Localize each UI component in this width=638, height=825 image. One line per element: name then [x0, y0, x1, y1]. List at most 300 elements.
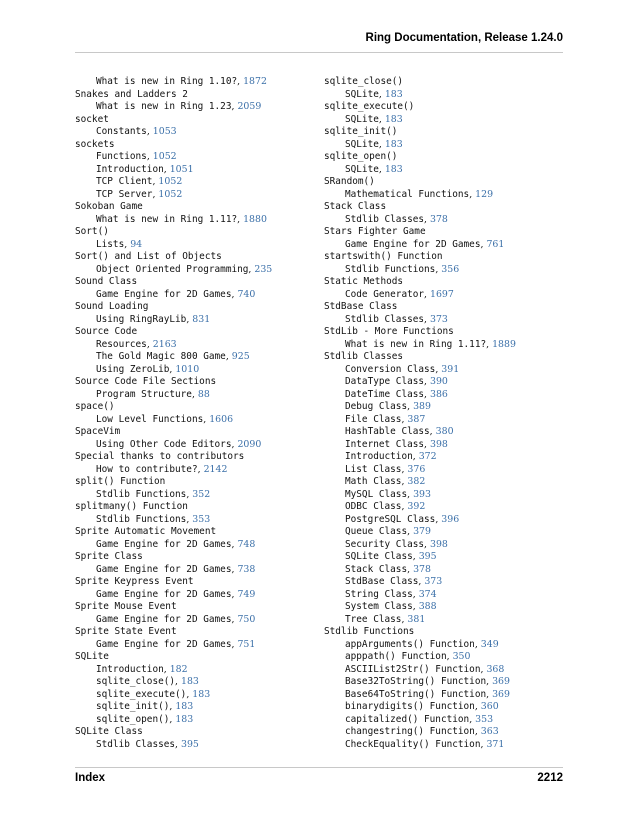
page-link[interactable]: 380: [435, 426, 454, 437]
index-subentry: [324, 399, 556, 412]
index-subterm: How to contribute?: [96, 463, 198, 475]
separator: ,: [435, 363, 442, 375]
page-header-title: Ring Documentation, Release 1.24.0: [365, 32, 563, 44]
page-link[interactable]: 395: [181, 738, 199, 750]
index-subentry: [75, 124, 307, 137]
index-entry: [324, 624, 556, 637]
index-subentry: [324, 674, 556, 687]
index-subterm: sqlite_init(): [96, 701, 170, 712]
separator: ,: [186, 488, 193, 500]
index-term: socket: [75, 113, 109, 125]
separator: ,: [401, 613, 408, 625]
index-subentry: [324, 574, 556, 587]
index-subterm: Debug Class: [345, 401, 408, 412]
page-link[interactable]: 925: [231, 351, 250, 362]
separator: ,: [169, 713, 176, 725]
index-subterm: SQLite: [345, 163, 379, 175]
page-link[interactable]: 356: [441, 263, 460, 275]
page-link[interactable]: 378: [430, 213, 448, 225]
page-link[interactable]: 738: [237, 563, 256, 575]
index-subentry: [75, 487, 307, 500]
index-subterm: Base32ToString() Function: [345, 676, 487, 687]
page-link[interactable]: 1606: [209, 413, 234, 425]
index-term: Sound Class: [75, 276, 138, 287]
page-link[interactable]: 381: [407, 613, 426, 625]
index-subterm: Game Engine for 2D Games: [96, 638, 232, 650]
index-term: Static Methods: [324, 276, 404, 287]
index-subentry: [324, 437, 556, 450]
separator: ,: [186, 513, 193, 525]
index-subterm: List Class: [345, 463, 402, 475]
page-link[interactable]: 183: [175, 713, 194, 725]
index-subentry: [324, 137, 556, 150]
separator: ,: [378, 113, 385, 125]
separator: ,: [203, 413, 210, 425]
index-subterm: Lists: [96, 238, 125, 250]
index-subentry: [324, 637, 556, 650]
index-term: sockets: [75, 138, 115, 150]
separator: ,: [412, 588, 419, 600]
index-term: sqlite_init(): [324, 126, 398, 137]
separator: ,: [186, 688, 193, 700]
separator: ,: [424, 388, 430, 400]
page-link[interactable]: 183: [384, 163, 403, 175]
page-link[interactable]: 1052: [158, 176, 183, 187]
page-link[interactable]: 2142: [203, 463, 228, 475]
index-term: Sprite Mouse Event: [75, 601, 177, 612]
index-subentry: [75, 262, 307, 275]
index-subentry: [324, 662, 556, 675]
index-term: split() Function: [75, 476, 166, 487]
page-link[interactable]: 372: [418, 451, 437, 462]
separator: ,: [175, 676, 181, 687]
page-link[interactable]: 1053: [152, 126, 177, 137]
page-link[interactable]: 382: [407, 476, 426, 487]
page-link[interactable]: 369: [492, 676, 510, 687]
page-link[interactable]: 761: [486, 238, 505, 250]
separator: ,: [231, 538, 238, 550]
index-subterm: Stdlib Classes: [96, 738, 176, 750]
index-entry: [75, 87, 307, 100]
index-subentry: [75, 737, 307, 750]
separator: ,: [163, 163, 170, 175]
index-subterm: TCP Client: [96, 176, 153, 187]
separator: ,: [474, 701, 481, 712]
index-subentry: [75, 149, 307, 162]
page-link[interactable]: 183: [181, 676, 199, 687]
separator: ,: [231, 638, 238, 650]
index-subentry: [75, 612, 307, 625]
index-subterm: Code Generator: [345, 288, 425, 300]
index-term: sqlite_open(): [324, 151, 398, 162]
page-link[interactable]: 360: [480, 701, 499, 712]
index-subentry: [324, 374, 556, 387]
index-subentry: [75, 387, 307, 400]
separator: ,: [474, 726, 481, 737]
index-subentry: [75, 362, 307, 375]
index-subterm: sqlite_close(): [96, 676, 176, 687]
index-subentry: [75, 412, 307, 425]
page-link[interactable]: 363: [480, 726, 499, 737]
index-subterm: String Class: [345, 588, 413, 600]
separator: ,: [378, 88, 385, 100]
separator: ,: [435, 513, 442, 525]
index-subterm: Conversion Class: [345, 363, 436, 375]
index-subentry: [75, 337, 307, 350]
index-entry: [324, 149, 556, 162]
index-subterm: changestring() Function: [345, 726, 475, 737]
separator: ,: [424, 288, 430, 300]
index-subentry: [75, 662, 307, 675]
index-subentry: [324, 524, 556, 537]
index-subentry: [75, 99, 307, 112]
separator: ,: [152, 176, 159, 187]
index-term: Stdlib Functions: [324, 626, 415, 637]
index-entry: [75, 399, 307, 412]
index-entry: [75, 274, 307, 287]
page-link[interactable]: 183: [175, 701, 194, 712]
index-subentry: [324, 687, 556, 700]
index-subterm: CheckEquality() Function: [345, 738, 481, 750]
page-link[interactable]: 183: [384, 113, 403, 125]
index-entry: [75, 549, 307, 562]
index-term: SRandom(): [324, 176, 375, 187]
index-subentry: [75, 162, 307, 175]
index-term: Sort() and List of Objects: [75, 251, 222, 262]
index-subterm: The Gold Magic 800 Game: [96, 351, 226, 362]
separator: ,: [418, 576, 425, 587]
page-link[interactable]: 2090: [237, 438, 262, 450]
index-subterm: Introduction: [96, 163, 164, 175]
page-link[interactable]: 398: [430, 538, 448, 550]
index-subterm: Stdlib Classes: [345, 313, 425, 325]
index-subterm: Game Engine for 2D Games: [96, 538, 232, 550]
page-link[interactable]: 389: [413, 401, 431, 412]
index-subterm: Using Other Code Editors: [96, 438, 232, 450]
index-term: sqlite_close(): [324, 76, 404, 87]
index-subentry: [324, 387, 556, 400]
page-link[interactable]: 183: [192, 688, 211, 700]
page-link[interactable]: 94: [130, 238, 143, 250]
index-subterm: binarydigits() Function: [345, 701, 475, 712]
index-term: sqlite_execute(): [324, 101, 415, 112]
index-term: SQLite Class: [75, 726, 143, 737]
index-subentry: [324, 587, 556, 600]
index-entry: [324, 124, 556, 137]
index-subentry: [324, 487, 556, 500]
separator: ,: [146, 338, 153, 350]
separator: ,: [248, 263, 255, 275]
index-term: Stack Class: [324, 201, 387, 212]
index-subentry: [324, 112, 556, 125]
page-link[interactable]: 1051: [169, 163, 194, 175]
index-subterm: Game Engine for 2D Games: [96, 288, 232, 300]
index-subterm: Tree Class: [345, 613, 402, 625]
index-subentry: [75, 699, 307, 712]
index-term: Sprite Automatic Movement: [75, 526, 217, 537]
index-subterm: apppath() Function: [345, 651, 447, 662]
separator: ,: [231, 563, 238, 575]
page-link[interactable]: 368: [486, 663, 505, 675]
index-subterm: Base64ToString() Function: [345, 688, 487, 700]
index-term: Sprite State Event: [75, 626, 177, 637]
index-term: splitmany() Function: [75, 501, 188, 512]
page-link[interactable]: 379: [413, 526, 431, 537]
index-term: Sound Loading: [75, 301, 149, 312]
index-subterm: SQLite: [345, 138, 379, 150]
index-subterm: What is new in Ring 1.23: [96, 101, 232, 112]
index-subentry: [75, 674, 307, 687]
index-subentry: [324, 499, 556, 512]
index-subterm: File Class: [345, 413, 402, 425]
index-entry: [324, 174, 556, 187]
index-subentry: [324, 187, 556, 200]
index-entry: [324, 224, 556, 237]
index-subterm: Resources: [96, 338, 147, 350]
page-link[interactable]: 387: [407, 413, 426, 425]
index-subentry: [324, 649, 556, 662]
index-subterm: Stdlib Functions: [96, 513, 187, 525]
index-column-left: [75, 74, 307, 749]
page-link[interactable]: 750: [237, 613, 256, 625]
separator: ,: [424, 438, 430, 450]
index-subentry: [75, 637, 307, 650]
separator: ,: [146, 151, 153, 162]
index-subterm: Game Engine for 2D Games: [96, 613, 232, 625]
page-link[interactable]: 2163: [152, 338, 177, 350]
separator: ,: [412, 551, 419, 562]
page-link[interactable]: 1872: [243, 76, 267, 87]
index-subterm: PostgreSQL Class: [345, 513, 436, 525]
page-link[interactable]: 388: [418, 601, 437, 612]
index-subentry: [75, 537, 307, 550]
index-subentry: [75, 237, 307, 250]
index-entry: [324, 199, 556, 212]
separator: ,: [429, 426, 436, 437]
page-link[interactable]: 183: [384, 88, 403, 100]
index-subentry: [75, 312, 307, 325]
page-link[interactable]: 395: [418, 551, 437, 562]
index-subentry: [324, 599, 556, 612]
page-link[interactable]: 398: [430, 438, 448, 450]
separator: ,: [480, 663, 487, 675]
index-entry: [324, 74, 556, 87]
separator: ,: [237, 76, 244, 87]
index-subterm: Introduction: [345, 451, 413, 462]
index-subterm: What is new in Ring 1.10?: [96, 76, 238, 87]
index-subentry: [75, 462, 307, 475]
page-link[interactable]: 371: [486, 738, 505, 750]
page-link[interactable]: 393: [413, 488, 431, 500]
index-entry: [75, 224, 307, 237]
page-link[interactable]: 373: [430, 313, 448, 325]
separator: ,: [237, 213, 244, 225]
index-subterm: DataType Class: [345, 376, 425, 387]
page-link[interactable]: 376: [407, 463, 426, 475]
index-term: StdBase Class: [324, 301, 398, 312]
page-link[interactable]: 1010: [175, 363, 200, 375]
page-link[interactable]: 373: [424, 576, 443, 587]
separator: ,: [407, 526, 414, 537]
page-link[interactable]: 349: [480, 638, 499, 650]
page-link[interactable]: 352: [192, 488, 211, 500]
index-entry: [75, 449, 307, 462]
index-subterm: sqlite_open(): [96, 713, 170, 725]
index-subentry: [75, 349, 307, 362]
page-link[interactable]: 369: [492, 688, 510, 700]
separator: ,: [474, 638, 481, 650]
separator: ,: [407, 488, 414, 500]
page-link[interactable]: 740: [237, 288, 256, 300]
index-subterm: appArguments() Function: [345, 638, 475, 650]
index-subterm: DateTime Class: [345, 388, 425, 400]
index-subentry: [324, 412, 556, 425]
page-link[interactable]: 1697: [430, 288, 454, 300]
separator: ,: [191, 388, 198, 400]
index-subentry: [324, 737, 556, 750]
page-link[interactable]: 392: [407, 501, 426, 512]
index-entry: [324, 249, 556, 262]
index-entry: [75, 649, 307, 662]
page-link[interactable]: 183: [384, 138, 403, 150]
index-subterm: Functions: [96, 151, 147, 162]
index-entry: [75, 199, 307, 212]
index-term: Sort(): [75, 226, 109, 237]
page-link[interactable]: 391: [441, 363, 460, 375]
index-subterm: Constants: [96, 126, 147, 137]
index-entry: [75, 524, 307, 537]
index-subentry: [324, 424, 556, 437]
index-entry: [75, 624, 307, 637]
index-term: Stdlib Classes: [324, 351, 404, 362]
separator: ,: [407, 563, 414, 575]
index-subterm: ASCIIList2Str() Function: [345, 663, 481, 675]
index-subentry: [75, 437, 307, 450]
separator: ,: [231, 613, 238, 625]
separator: ,: [231, 101, 238, 112]
separator: ,: [486, 338, 493, 350]
separator: ,: [401, 476, 408, 487]
index-subterm: Game Engine for 2D Games: [345, 238, 481, 250]
index-subentry: [324, 337, 556, 350]
separator: ,: [480, 738, 487, 750]
index-subterm: Stdlib Functions: [96, 488, 187, 500]
index-subentry: [324, 712, 556, 725]
page-link[interactable]: 182: [169, 663, 188, 675]
index-subterm: Using RingRayLib: [96, 313, 187, 325]
page-link[interactable]: 129: [475, 188, 494, 200]
page-link[interactable]: 88: [197, 388, 210, 400]
page-link[interactable]: 1880: [243, 213, 267, 225]
index-subentry: [324, 612, 556, 625]
index-term: Sprite Class: [75, 551, 143, 562]
index-subterm: Internet Class: [345, 438, 425, 450]
separator: ,: [378, 163, 385, 175]
separator: ,: [401, 463, 408, 475]
index-entry: [75, 299, 307, 312]
index-subentry: [75, 687, 307, 700]
separator: ,: [469, 713, 476, 725]
index-term: Sokoban Game: [75, 201, 143, 212]
index-subentry: [324, 312, 556, 325]
page-link[interactable]: 235: [254, 263, 273, 275]
separator: ,: [169, 363, 176, 375]
index-subterm: Game Engine for 2D Games: [96, 588, 232, 600]
index-subentry: [324, 362, 556, 375]
page-link[interactable]: 1052: [152, 151, 177, 162]
footer-section-label: Index: [75, 772, 106, 784]
page-link[interactable]: 353: [475, 713, 494, 725]
index-subentry: [75, 187, 307, 200]
index-subterm: Stdlib Functions: [345, 263, 436, 275]
index-term: space(): [75, 401, 115, 412]
page-link[interactable]: 390: [430, 376, 448, 387]
index-subterm: Queue Class: [345, 526, 408, 537]
index-subterm: capitalized() Function: [345, 713, 470, 725]
index-subterm: Stack Class: [345, 563, 408, 575]
separator: ,: [469, 188, 476, 200]
index-entry: [75, 599, 307, 612]
page-link[interactable]: 374: [418, 588, 437, 600]
page-link[interactable]: 1889: [492, 338, 516, 350]
page-link[interactable]: 396: [441, 513, 460, 525]
index-subterm: HashTable Class: [345, 426, 430, 437]
index-subentry: [75, 74, 307, 87]
index-entry: [75, 424, 307, 437]
index-term: Sprite Keypress Event: [75, 576, 194, 587]
index-entry: [324, 324, 556, 337]
separator: ,: [424, 313, 430, 325]
index-subterm: Introduction: [96, 663, 164, 675]
separator: ,: [424, 376, 430, 387]
separator: ,: [401, 413, 408, 425]
page-link[interactable]: 386: [430, 388, 448, 400]
page-link[interactable]: 831: [192, 313, 211, 325]
index-subentry: [324, 87, 556, 100]
separator: ,: [435, 263, 442, 275]
index-subterm: Math Class: [345, 476, 402, 487]
index-term: Source Code File Sections: [75, 376, 217, 387]
page-link[interactable]: 350: [452, 651, 471, 662]
separator: ,: [424, 538, 430, 550]
index-subentry: [324, 537, 556, 550]
separator: ,: [446, 651, 453, 662]
index-subterm: StdBase Class: [345, 576, 419, 587]
index-subentry: [324, 449, 556, 462]
index-entry: [75, 724, 307, 737]
page-link[interactable]: 353: [192, 513, 211, 525]
index-subterm: MySQL Class: [345, 488, 408, 500]
separator: ,: [124, 238, 131, 250]
index-subterm: Game Engine for 2D Games: [96, 563, 232, 575]
index-entry: [75, 324, 307, 337]
index-subterm: Program Structure: [96, 388, 192, 400]
page-link[interactable]: 748: [237, 538, 256, 550]
index-term: StdLib - More Functions: [324, 326, 454, 337]
footer-page-number: 2212: [537, 772, 563, 784]
separator: ,: [175, 738, 181, 750]
header-divider: [75, 52, 563, 53]
page-link[interactable]: 751: [237, 638, 256, 650]
page-link[interactable]: 749: [237, 588, 256, 600]
page-link[interactable]: 378: [413, 563, 431, 575]
index-entry: [324, 349, 556, 362]
separator: ,: [486, 676, 493, 687]
page-link[interactable]: 1052: [158, 188, 183, 200]
page-link[interactable]: 2059: [237, 101, 262, 112]
index-subterm: Security Class: [345, 538, 425, 550]
separator: ,: [480, 238, 487, 250]
